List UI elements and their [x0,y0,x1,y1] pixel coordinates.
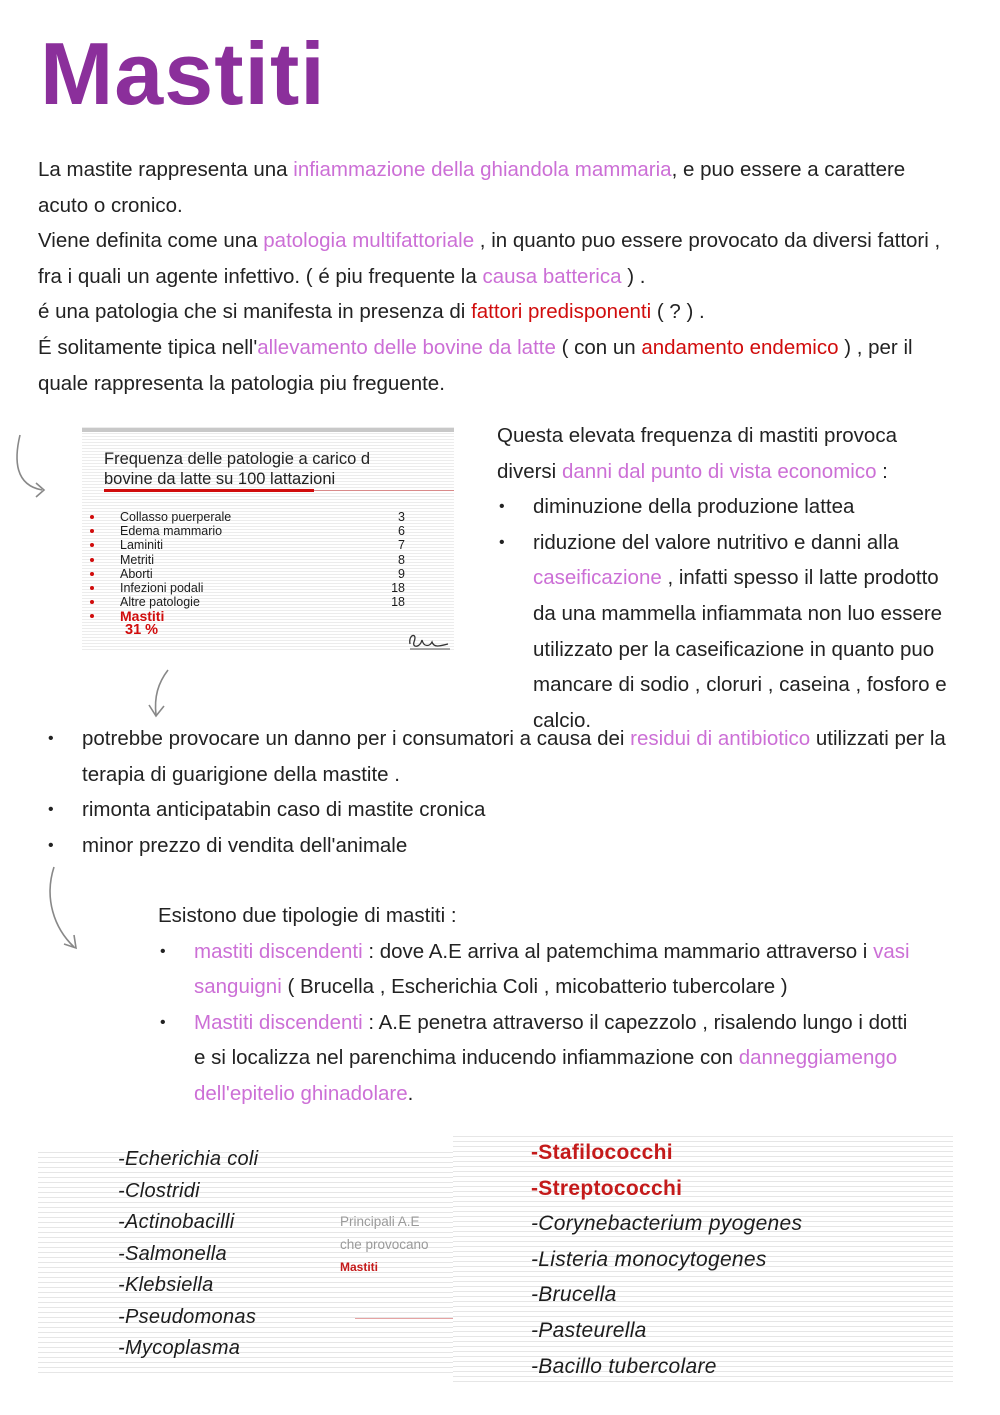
handwritten-note: Principali A.E che provocano Mastiti [340,1214,429,1274]
bullet-icon [90,586,94,590]
row-value: 6 [398,524,405,539]
heading-underline-faint [314,490,454,491]
row-value: 9 [398,566,405,581]
table-row [90,524,405,538]
list-item: • Mastiti discendenti : A.E penetra attraverso il capezzolo , risalendo lungo i dotti e si localizza nel parenchima inducendo infiammazione con danneggiamengo dell'epitelio ghinadolare. [158,1005,918,1112]
curved-arrow-icon [10,430,60,505]
intro-p3: é una patologia che si manifesta in presenza di fattori predisponenti ( ? ) . [38,300,705,324]
bullet-icon [90,572,94,576]
bullet-icon [90,600,94,604]
economic-damage-section [497,418,957,738]
intro-p1: La mastite rappresenta una infiammazione della ghiandola mammaria, e puo essere a carattere acuto o cronico. [38,158,906,217]
agents-left-list [118,1144,258,1365]
table-heading: Frequenza delle patologie a carico d bovine da latte su 100 lattazioni [104,450,371,488]
page-title: Mastiti [40,24,326,123]
bullet-icon [90,558,94,562]
table-row [90,553,405,567]
list-item: -Salmonella [118,1242,227,1265]
pathology-frequency-table [82,425,454,652]
list-item: • potrebbe provocare un danno per i consumatori a causa dei residui di antibiotico utilizzati per la terapia di guarigione della mastite . [46,721,946,792]
intro-text [38,152,958,401]
list-item: • diminuzione della produzione lattea [497,489,957,525]
list-item: -Bacillo tubercolare [531,1354,717,1378]
agents-right-list [531,1135,802,1384]
row-label: Aborti [120,566,153,581]
row-value: 7 [398,538,405,553]
intro-p4: É solitamente tipica nell'allevamento delle bovine da latte ( con un andamento endemico ) , per il quale rappresenta la patologia piu freguente. [38,335,913,395]
row-value: 8 [398,552,405,567]
table-row [90,567,405,581]
list-item: -Stafilococchi [531,1141,673,1164]
signature-icon [406,630,452,652]
mastitis-types-section [158,898,918,1112]
table-row [90,510,405,524]
curved-arrow-icon [140,665,180,720]
note-divider [355,1318,453,1319]
bullet-icon [90,543,94,547]
list-item: -Corynebacterium pyogenes [531,1212,803,1236]
bullet-icon [90,529,94,533]
table-top-border [82,428,454,432]
list-item: -Pseudomonas [118,1305,257,1328]
damage-list [497,489,957,738]
list-item: -Mycoplasma [118,1337,241,1359]
bullet-icon [90,614,94,618]
list-item: -Brucella [531,1283,617,1307]
list-item: -Clostridi [118,1179,200,1202]
table-row [90,538,405,552]
agents-right-box [453,1132,953,1384]
list-item: • mastiti discendenti : dove A.E arriva al patemchima mammario attraverso i vasi sanguigni ( Brucella , Escherichia Coli , micobatterio tubercolare ) [158,934,918,1005]
further-damage-section [46,721,946,863]
list-item: -Pasteurella [531,1318,647,1342]
list-item: • riduzione del valore nutritivo e danni alla caseificazione , infatti spesso il latte prodotto da una mammella infiammata non luo essere utilizzato per la caseificazione in quanto puo mancare di sodio , cloruri , caseina , fosforo e calcio. [497,525,957,739]
types-lead: Esistono due tipologie di mastiti : [158,904,457,927]
row-value: 18 [391,581,405,596]
bullet-icon [90,515,94,519]
list-item: -Klebsiella [118,1274,214,1296]
row-label: Metriti [120,552,155,567]
row-value: 18 [391,595,405,610]
list-item: • rimonta anticipatabin caso di mastite cronica [46,792,946,828]
mastiti-percent: 31 % [125,622,159,638]
row-label: Infezioni podali [120,581,204,596]
row-value: 3 [398,510,405,524]
row-label: Mastiti [120,608,165,625]
row-label: Laminiti [120,538,164,553]
list-item: • minor prezzo di vendita dell'animale [46,828,946,864]
table-rows [90,510,405,624]
row-label: Edema mammario [120,524,223,539]
table-row [90,595,405,609]
list-item: -Listeria monocytogenes [531,1247,767,1271]
damage-list-continued [46,721,946,863]
curved-arrow-icon [40,863,90,953]
row-label: Collasso puerperale [120,510,232,524]
list-item: -Echerichia coli [118,1148,259,1170]
intro-p2: Viene definita come una patologia multifattoriale , in quanto puo essere provocato da diversi fattori , fra i quali un agente infettivo. ( é piu frequente la causa batterica ) . [38,229,941,288]
list-item: -Streptococchi [531,1176,683,1200]
row-label: Altre patologie [120,595,200,610]
damage-lead: Questa elevata frequenza di mastiti provoca diversi danni dal punto di vista economico : [497,424,897,483]
table-row [90,581,405,595]
list-item: -Actinobacilli [118,1211,235,1233]
types-list [158,934,918,1112]
heading-underline [104,489,314,492]
